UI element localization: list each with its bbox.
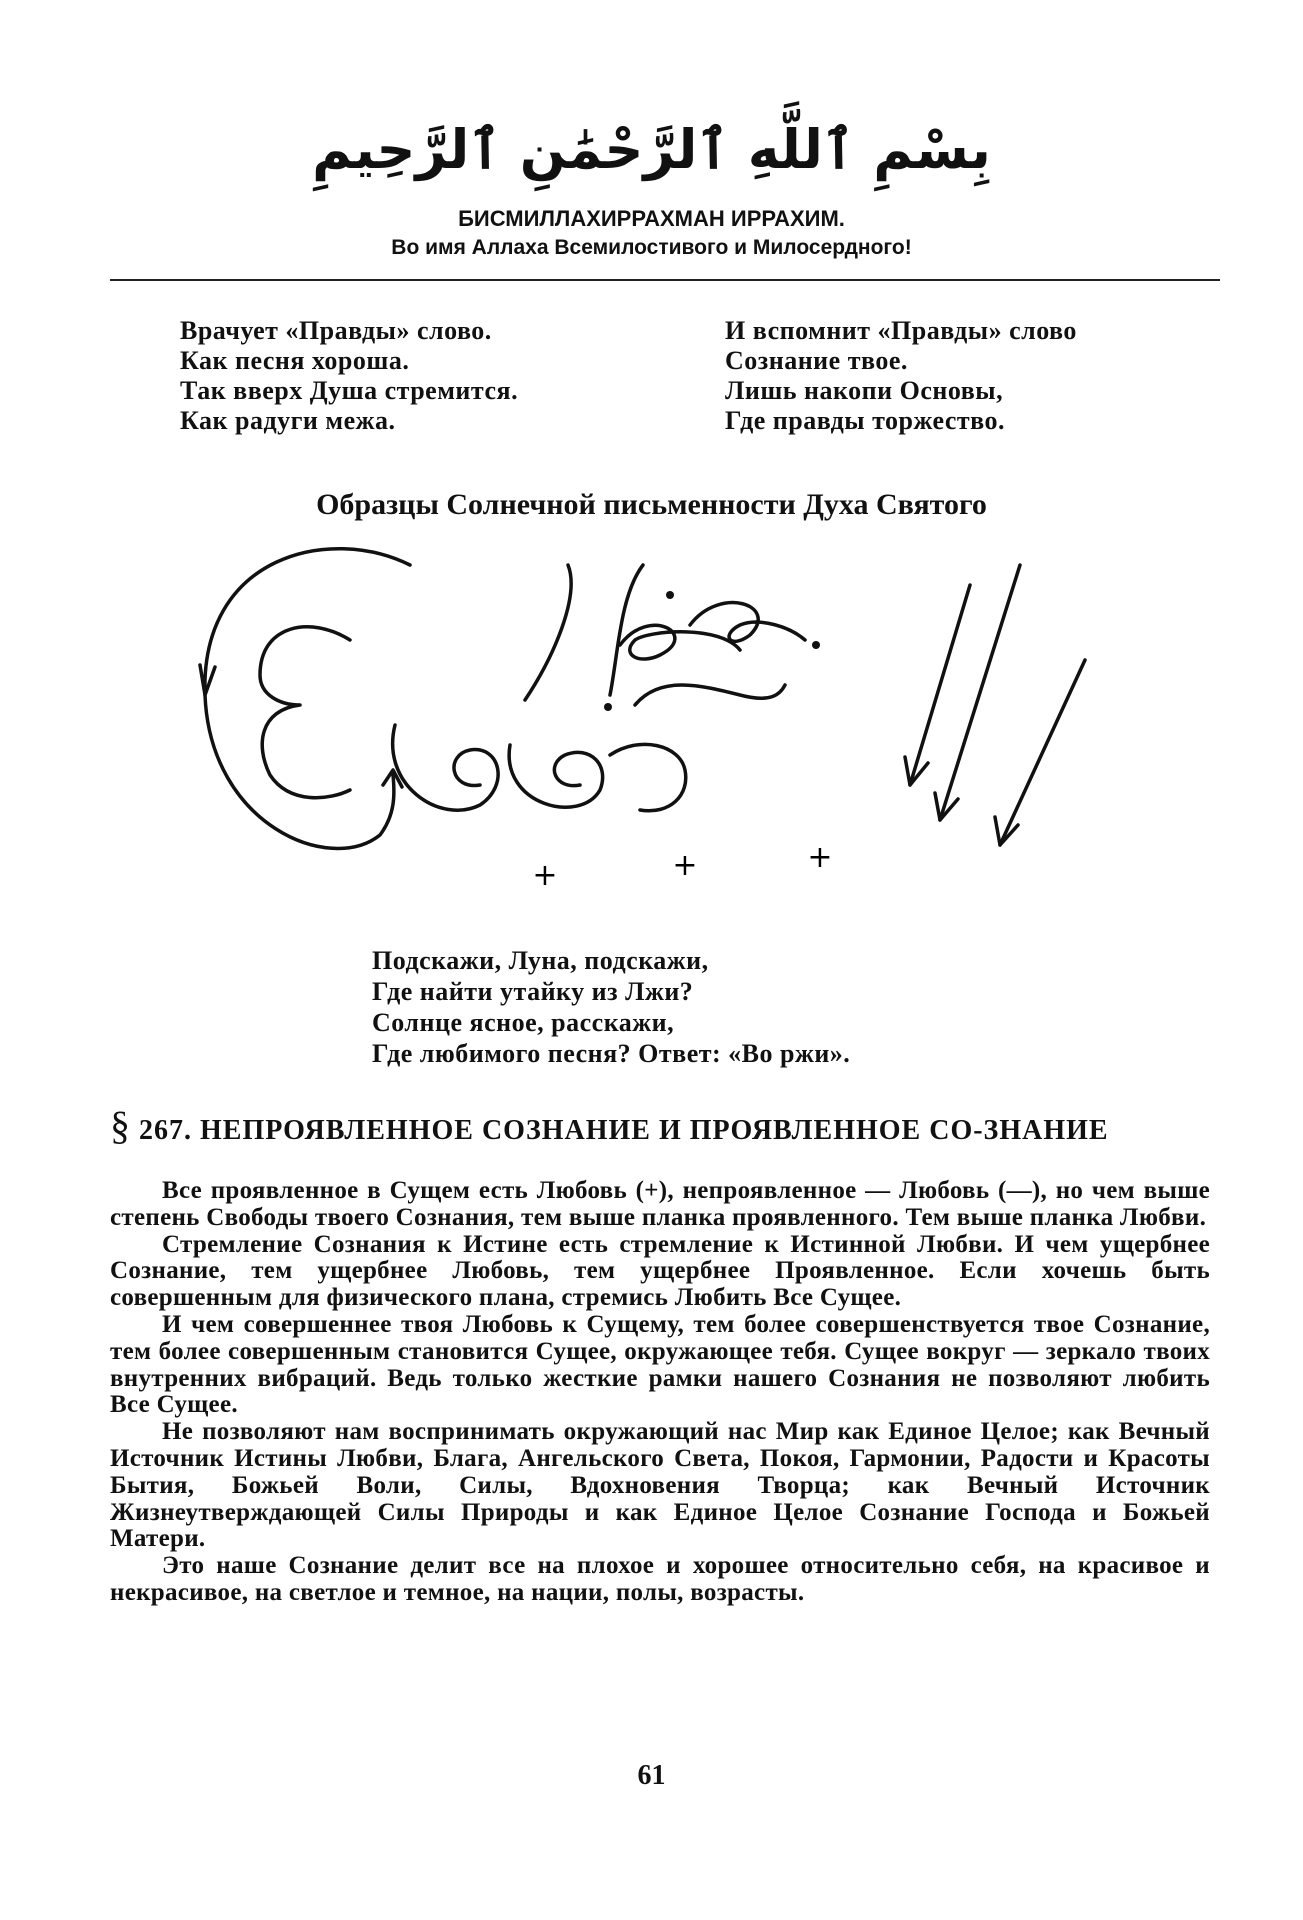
bottom-loop-glyph: [393, 725, 498, 810]
poem-top-left: [180, 316, 518, 436]
curved-stroke-glyph: [525, 565, 571, 700]
diagonal-arrow-glyph: [940, 565, 1020, 820]
dot-glyph: [604, 703, 612, 711]
poem-line: Лишь накопи Основы,: [725, 376, 1004, 405]
loop-glyph: [620, 625, 740, 659]
poem-line: Сознание твое.: [725, 346, 908, 375]
plus-mark: +: [532, 858, 558, 893]
paragraph: Не позволяют нам воспринимать окружающий нас Мир как Единое Целое; как Вечный Источник Истины Любви, Блага, Ангельского Света, Покоя, Гармонии, Радости и Красоты Бытия, Божьей Воли, Силы, Вдохновения Творца; как Вечный Источник Жизнеутверждающей Силы Природы и как Единое Целое Сознание Господа и Божьей Матери.: [110, 1418, 1210, 1553]
paragraph: Все проявленное в Сущем есть Любовь (+), непроявленное — Любовь (—), но чем выше степень Свободы твоего Сознания, тем выше планка проявленного. Тем выше планка Любви.: [110, 1177, 1210, 1231]
paragraph: Стремление Сознания к Истине есть стремление к Истинной Любви. И чем ущербнее Сознание, тем ущербнее Любовь, тем ущербнее Проявленное. Если хочешь быть совершенным для физического плана, стремись Любить Все Сущее.: [110, 1230, 1210, 1312]
bismillah-translation: Во имя Аллаха Всемилостивого и Милосердного!: [391, 236, 912, 259]
bottom-loop-glyph: [610, 744, 686, 810]
poem-line: Где найти утайку из Лжи?: [372, 977, 694, 1006]
poem-top-right: [725, 316, 1077, 436]
poem-line: Врачует «Правды» слово.: [180, 316, 492, 345]
section-body: [110, 1178, 1210, 1607]
solar-script-figure: [180, 545, 1130, 905]
poem-line: И вспомнит «Правды» слово: [725, 316, 1077, 345]
wave-stroke-glyph: [635, 685, 785, 705]
section-heading: [110, 1103, 1220, 1148]
poem-line: Где любимого песня? Ответ: «Во ржи».: [372, 1039, 851, 1068]
header-divider: [110, 279, 1220, 281]
paragraph: И чем совершеннее твоя Любовь к Сущему, тем более совершенствуется твое Сознание, тем более совершенным становится Сущее, окружающее тебя. Сущее вокруг — зеркало твоих внутренних вибраций. Ведь только жесткие рамки нашего Сознания не позволяют любить Все Сущее.: [110, 1310, 1210, 1419]
poem-line: Подскажи, Луна, подскажи,: [372, 946, 709, 975]
circular-arrow-head-left: [200, 665, 215, 695]
dot-glyph: [812, 641, 820, 649]
diagonal-arrow-glyph: [1000, 660, 1085, 845]
section-symbol: §: [110, 1103, 131, 1148]
bismillah-calligraphy: بِسْمِ ٱللَّهِ ٱلرَّحْمَٰنِ ٱلرَّحِيمِ: [312, 118, 991, 181]
poem-line: Как радуги межа.: [180, 406, 396, 435]
bismillah-transliteration: БИСМИЛЛАХИРРАХМАН ИРРАХИМ.: [458, 206, 845, 231]
poem-line: Так вверх Душа стремится.: [180, 376, 519, 405]
circular-arrow-glyph: [205, 549, 410, 849]
dot-glyph: [666, 591, 674, 599]
page-number: 61: [637, 1760, 666, 1791]
section-heading-text: 267. НЕПРОЯВЛЕННОЕ СОЗНАНИЕ И ПРОЯВЛЕННОЕ СО-ЗНАНИЕ: [139, 1115, 1109, 1146]
bottom-loop-glyph: [509, 745, 602, 807]
epsilon-glyph: [260, 627, 350, 798]
poem-middle: [372, 945, 850, 1069]
poem-line: Где правды торжество.: [725, 406, 1005, 435]
poem-line: Солнце ясное, расскажи,: [372, 1008, 675, 1037]
plus-mark: +: [672, 848, 698, 883]
paragraph: Это наше Сознание делит все на плохое и хорошее относительно себя, на красивое и некрасивое, на светлое и темное, на нации, полы, возрасты.: [110, 1552, 1210, 1606]
plus-mark: +: [807, 840, 833, 875]
figure-title: Образцы Солнечной письменности Духа Святого: [316, 488, 987, 521]
poem-line: Как песня хороша.: [180, 346, 410, 375]
